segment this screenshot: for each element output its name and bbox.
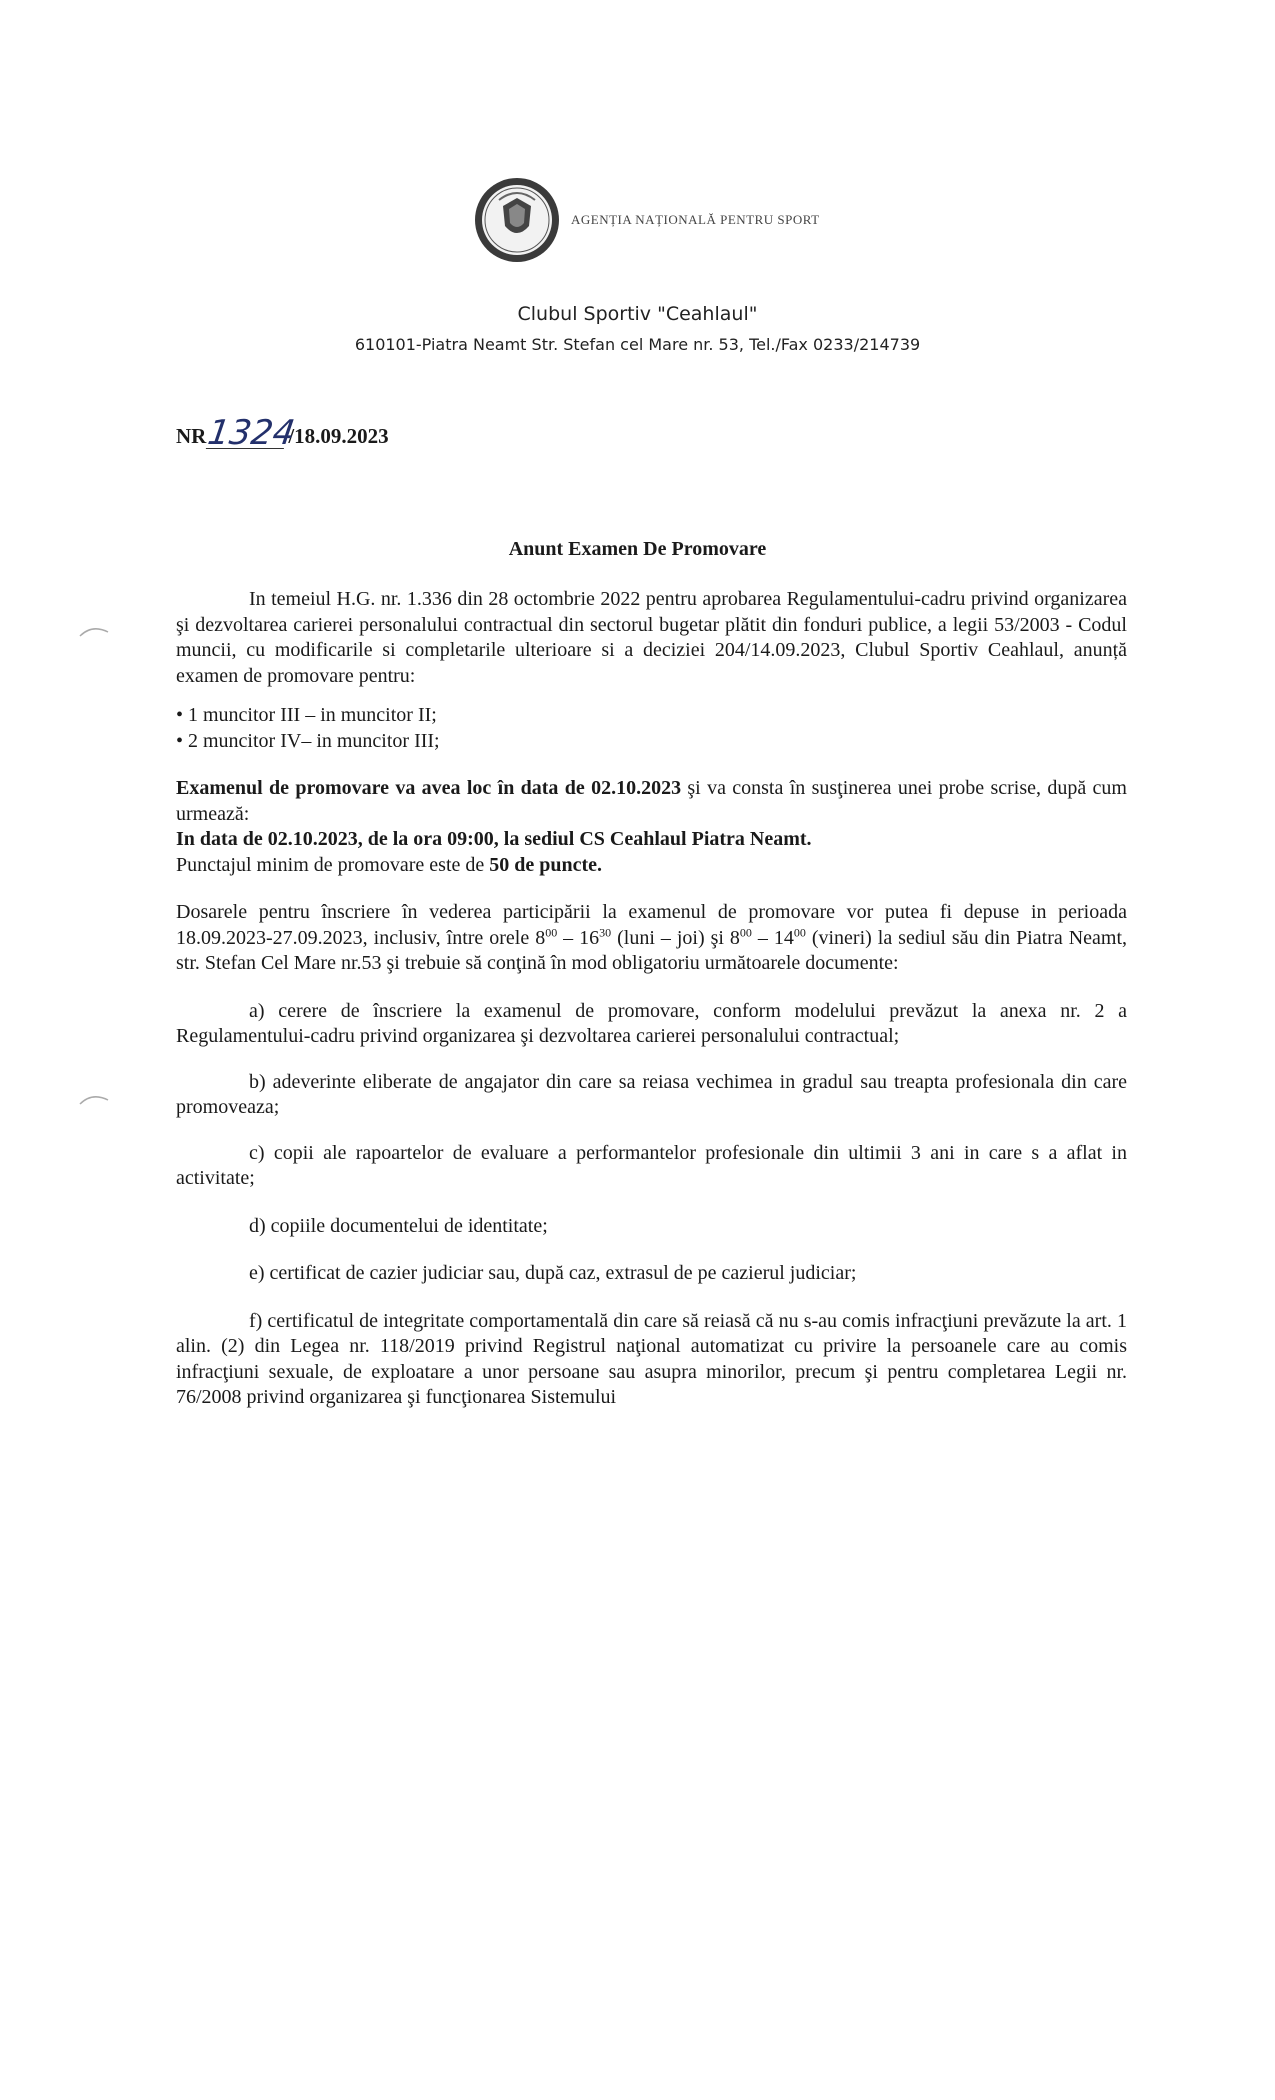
dossier-text: (vineri) la sediul său din Piatra Neamt, str. Stefan Cel Mare nr.53 şi trebuie să conţină în mod obligatoriu următoarele documente: <box>176 926 1128 974</box>
agency-name: AGENȚIA NAȚIONALĂ PENTRU SPORT <box>571 212 820 227</box>
list-item: • 2 muncitor IV– in muncitor III; <box>176 729 440 752</box>
dossier-text: (luni – joi) şi 8 <box>611 926 740 949</box>
intro-paragraph: In temeiul H.G. nr. 1.336 din 28 octombrie 2022 pentru aprobarea Regulamentului-cadru privind organizarea şi dezvoltarea carierei personalului contractual din sectorul bugetar plătit din fonduri publice, a legii 53/2003 - Codul muncii, cu modificarile si completarile ulterioare si a deciziei 204/14.09.2023, Clubul Sportiv Ceahlaul, anunță examen de promovare pentru: <box>176 588 1127 687</box>
time-sup: 00 <box>793 924 806 939</box>
handwritten-number: 1324 <box>205 413 298 453</box>
dossier-text: Dosarele pentru înscriere în vederea participării la examenul de promovare vor putea fi depuse in perioada 18.09.2023-27.09.2023, inclusiv, între orele 8 <box>176 901 1127 949</box>
club-address: 610101-Piatra Neamt Str. Stefan cel Mare nr. 53, Tel./Fax 0233/214739 <box>354 335 921 354</box>
exam-score <box>176 853 1127 879</box>
romanian-government-seal-icon <box>473 176 561 264</box>
document-title: Anunt Examen De Promovare <box>508 538 767 560</box>
exam-paragraph <box>176 776 1127 827</box>
club-name: Clubul Sportiv "Ceahlaul" <box>517 303 758 325</box>
punch-hole-mark-top <box>78 622 112 642</box>
time-sup: 30 <box>599 924 612 939</box>
list-item: • 1 muncitor III – in muncitor II; <box>176 704 437 726</box>
document-item-c: c) copii ale rapoartelor de evaluare a performantelor profesionale din ultimii 3 ani in care s a aflat in activitate; <box>176 1141 1127 1189</box>
dossier-text: – 14 <box>751 926 794 949</box>
exam-details: şi va consta în susţinerea unei probe scrise, după cum urmează: <box>176 777 1127 825</box>
document-body <box>176 587 1127 1411</box>
agency-header <box>473 176 820 264</box>
document-item-a: a) cerere de înscriere la examenul de promovare, conform modelului prevăzut la anexa nr. 2 a Regulamentului-cadru privind organizarea şi dezvoltarea carierei personalului contractual; <box>176 999 1127 1047</box>
time-sup: 00 <box>739 924 752 939</box>
score-text: Punctajul minim de promovare este de <box>176 853 490 876</box>
document-item-f: f) certificatul de integritate comportamentală din care să reiasă că nu s-au comis infracţiuni prevăzute la art. 1 alin. (2) din Legea nr. 118/2019 privind Registrul naţional automatizat cu privire la persoanele care au comis infracţiuni sexuale, de exploatare a unor persoane sau asupra minorilor, precum şi pentru completarea Legii nr. 76/2008 privind organizarea şi funcţionarea Sistemului <box>176 1309 1127 1408</box>
positions-list <box>176 703 1127 754</box>
time-sup: 00 <box>545 924 558 939</box>
dossier-paragraph <box>176 900 1127 977</box>
score-value: 50 de puncte. <box>489 853 603 876</box>
document-item-b: b) adeverinte eliberate de angajator din care sa reiasa vechimea in gradul sau treapta profesionala din care promoveaza; <box>176 1070 1127 1118</box>
document-item-e: e) certificat de cazier judiciar sau, după caz, extrasul de pe cazierul judiciar; <box>249 1262 857 1284</box>
registration-prefix: NR <box>176 424 207 448</box>
document-item-d: d) copiile documentelui de identitate; <box>249 1214 548 1237</box>
punch-hole-mark-bottom <box>78 1090 112 1110</box>
dossier-text: – 16 <box>557 926 600 949</box>
exam-date-bold: Examenul de promovare va avea loc în data de 02.10.2023 <box>176 777 682 799</box>
registration-date: /18.09.2023 <box>288 424 389 448</box>
registration-number <box>176 413 389 453</box>
exam-schedule: In data de 02.10.2023, de la ora 09:00, la sediul CS Ceahlaul Piatra Neamt. <box>176 828 812 850</box>
